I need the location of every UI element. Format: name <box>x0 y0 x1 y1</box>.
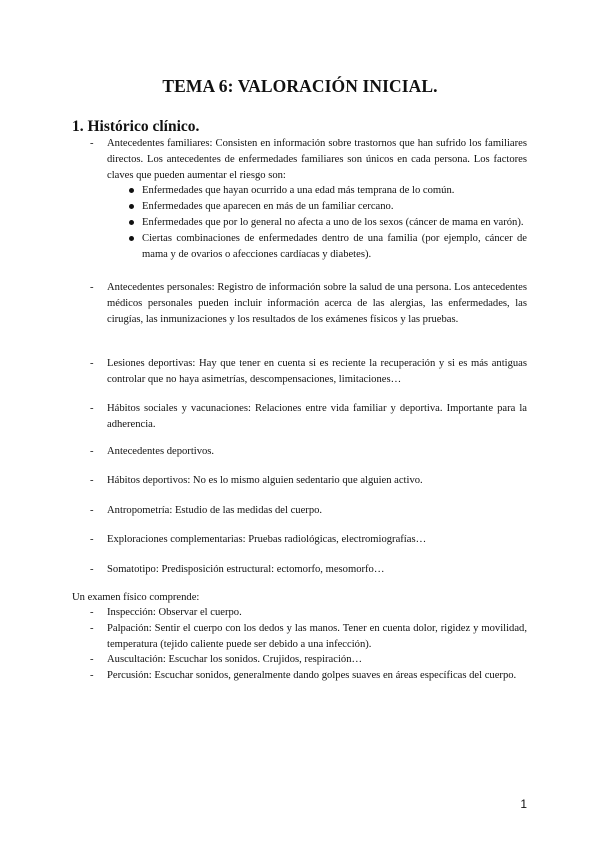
exam-intro: Un examen físico comprende: <box>72 592 200 603</box>
dash-marker: - <box>90 446 94 457</box>
item-text: Antropometría: Estudio de las medidas del cuerpo. <box>107 505 323 516</box>
item-text: Hábitos deportivos: No es lo mismo alguien sedentario que alguien activo. <box>107 475 423 486</box>
item-text: Antecedentes deportivos. <box>107 446 215 457</box>
bullet-icon <box>129 204 134 209</box>
item-antecedentes-deportivos <box>72 444 527 460</box>
item-antecedentes-personales <box>72 280 527 327</box>
list-item: - Palpación: Sentir el cuerpo con los dedos y las manos. Tener en cuenta dolor, rigidez y movilidad, temperatura (tejido caliente puede ser debido a una infección). <box>90 622 527 650</box>
dash-marker: - <box>90 475 94 486</box>
list-item: Enfermedades que aparecen en más de un familiar cercano. <box>107 199 527 215</box>
item-text: Somatotipo: Predisposición estructural: ectomorfo, mesomorfo… <box>107 564 385 575</box>
dash-marker: - <box>90 607 94 618</box>
item-text: Antecedentes familiares: Consisten en información sobre trastornos que han sufrido los familiares directos. Los antecedentes de enfermedades familiares son únicos en cada persona. Los factores claves que pueden aumentar el riesgo son: <box>107 138 527 181</box>
item-lesiones-deportivas <box>72 356 527 388</box>
list-item: Enfermedades que hayan ocurrido a una edad más temprana de lo común. <box>107 183 527 199</box>
page-number: 1 <box>520 797 527 811</box>
bullet-icon <box>129 220 134 225</box>
page-title: TEMA 6: VALORACIÓN INICIAL. <box>162 76 438 96</box>
dash-marker: - <box>90 282 94 293</box>
dash-marker: - <box>90 505 94 516</box>
list-item: - Auscultación: Escuchar los sonidos. Crujidos, respiración… <box>72 652 527 668</box>
item-text: Lesiones deportivas: Hay que tener en cuenta si es reciente la recuperación y si es más antiguas controlar que no haya asimetrías, descompensaciones, limitaciones… <box>107 358 527 385</box>
section-heading: 1. Histórico clínico. <box>72 118 200 135</box>
dash-marker: - <box>90 622 94 634</box>
exam-list <box>72 605 527 684</box>
bullet-icon <box>129 236 134 241</box>
dash-marker: - <box>90 564 94 575</box>
item-text: Exploraciones complementarias: Pruebas radiológicas, electromiografías… <box>107 534 427 545</box>
list-item: - Percusión: Escuchar sonidos, generalmente dando golpes suaves en áreas específicas del cuerpo. <box>72 668 527 684</box>
dash-marker: - <box>90 670 94 682</box>
list-item: Enfermedades que por lo general no afecta a uno de los sexos (cáncer de mama en varón). <box>107 215 527 231</box>
item-exploraciones <box>72 532 527 548</box>
list-item: Ciertas combinaciones de enfermedades dentro de una familia (por ejemplo, cáncer de mama y de ovarios o afecciones cardíacas y diabetes). <box>107 231 527 263</box>
dash-marker: - <box>90 534 94 545</box>
item-habitos-deportivos <box>72 473 527 489</box>
item-antropometria <box>72 503 527 519</box>
dash-marker: - <box>90 654 94 666</box>
dash-marker: - <box>90 138 94 149</box>
item-habitos-sociales <box>72 401 527 433</box>
list-item: - Inspección: Observar el cuerpo. <box>72 605 527 621</box>
item-antecedentes-familiares <box>72 136 527 262</box>
item-somatotipo <box>72 562 527 578</box>
dash-marker: - <box>90 358 94 369</box>
item-text: Antecedentes personales: Registro de información sobre la salud de una persona. Los antecedentes médicos personales pueden incluir información acerca de las alergias, las enfermedades, las cirugías, las inmunizaciones y los resultados de los exámenes físicos y las pruebas. <box>107 282 527 325</box>
bullet-icon <box>129 188 134 193</box>
dash-marker: - <box>90 403 94 414</box>
risk-factors-list <box>72 183 527 262</box>
item-text: Hábitos sociales y vacunaciones: Relaciones entre vida familiar y deportiva. Importante para la adherencia. <box>107 403 527 430</box>
